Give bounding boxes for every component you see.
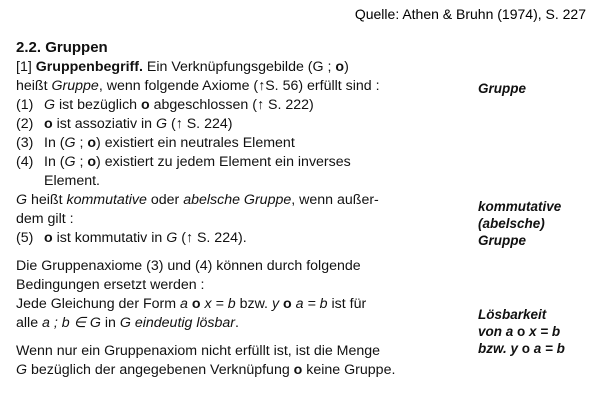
closing-line-2: [16, 361, 466, 380]
text: Jede Gleichung der Form: [16, 296, 181, 312]
text: , wenn folgende Axiome (↑S. 56) erfüllt sind :: [98, 78, 380, 94]
section-number: 2.2.: [16, 39, 42, 56]
term-gruppe: Gruppe: [51, 78, 99, 94]
var: G: [64, 154, 76, 170]
margin-line: Lösbarkeit: [478, 307, 547, 322]
axiom-1: [16, 96, 466, 115]
text: ist bezüglich: [55, 97, 142, 113]
margin-line: Gruppe: [478, 233, 527, 248]
term-abelsche-gruppe: abelsche Gruppe: [183, 192, 292, 208]
alternative-line-2: Bedingungen ersetzt werden :: [16, 277, 205, 293]
alternative-line-1: Die Gruppenaxiome (3) und (4) können durch folgende: [16, 258, 361, 274]
definition-text-end: ): [344, 59, 349, 75]
axiom-2: [16, 115, 466, 134]
text: (↑ S. 224): [167, 116, 233, 132]
commutative-line-1: [16, 191, 466, 210]
text: bzw.: [235, 296, 272, 312]
margin-line: [478, 323, 565, 340]
text: alle: [16, 315, 43, 331]
axiom-5: [16, 229, 466, 248]
margin-note-gruppe: Gruppe: [478, 81, 527, 96]
text: ;: [75, 135, 88, 151]
operator-symbol: o: [141, 97, 150, 113]
axiom-4: [16, 153, 466, 172]
text: In (: [44, 135, 65, 151]
text: von a: [478, 324, 518, 339]
text: ist für: [327, 296, 367, 312]
definition-tag: [1]: [16, 59, 32, 75]
operator-symbol: o: [44, 230, 53, 246]
text: ist assoziativ in: [52, 116, 156, 132]
var: G: [16, 362, 28, 378]
operator-symbol: o: [517, 324, 526, 339]
operator-symbol: o: [87, 154, 97, 170]
term-kommutative: kommutative: [66, 192, 147, 208]
operator-symbol: o: [44, 116, 53, 132]
text: bzw. y: [478, 341, 522, 356]
text: ) existiert zu jedem Element ein inverses: [96, 154, 351, 170]
text: bezüglich der angegebenen Verknüpfung: [27, 362, 294, 378]
closing-line-1: Wenn nur ein Gruppenaxiom nicht erfüllt ist, ist die Menge: [16, 343, 381, 359]
definition-line-2: [16, 77, 466, 96]
text: In (: [44, 154, 65, 170]
margin-note-kommutative: [478, 198, 561, 249]
operator-symbol: o: [87, 135, 97, 151]
definition-line-1: [16, 58, 466, 77]
var: G: [166, 230, 178, 246]
document-body: [16, 38, 466, 380]
commutative-line-2: dem gilt :: [16, 211, 74, 227]
text: ;: [75, 154, 88, 170]
operator-symbol: o: [293, 362, 303, 378]
var: a: [180, 296, 188, 312]
text: in: [100, 315, 120, 331]
term-eindeutig-loesbar: G eindeutig lösbar: [119, 315, 236, 331]
text: abgeschlossen (↑ S. 222): [149, 97, 314, 113]
axiom-number: (3): [16, 135, 34, 151]
axiom-number: (2): [16, 116, 34, 132]
operator-symbol: o: [282, 296, 292, 312]
section-title: Gruppen: [45, 39, 108, 56]
operator-symbol: o: [335, 59, 345, 75]
var: G: [16, 192, 28, 208]
margin-line: (abelsche): [478, 216, 545, 231]
margin-note-loesbarkeit: [478, 306, 565, 357]
text: .: [235, 315, 239, 331]
var: y: [271, 296, 280, 312]
text: x = b: [525, 324, 561, 339]
definition-heading: Gruppenbegriff.: [35, 59, 143, 75]
equation: x = b: [204, 296, 236, 312]
text: , wenn außer-: [291, 192, 379, 208]
axiom-3: [16, 134, 466, 153]
text: ) existiert ein neutrales Element: [96, 135, 295, 151]
operator-symbol: o: [191, 296, 201, 312]
text: ist kommutativ in: [52, 230, 167, 246]
spacer: [16, 248, 466, 257]
var: G: [155, 116, 168, 132]
margin-line: [478, 340, 565, 357]
equation: a ; b ∈ G: [42, 315, 101, 331]
alternative-line-3: [16, 295, 466, 314]
text: (↑ S. 224).: [177, 230, 247, 246]
source-citation: Quelle: Athen & Bruhn (1974), S. 227: [354, 6, 586, 22]
spacer: [16, 333, 466, 342]
axiom-number: (1): [16, 97, 34, 113]
section-heading: [16, 38, 466, 57]
operator-symbol: o: [521, 341, 531, 356]
text: heißt: [16, 78, 52, 94]
axiom-number: (5): [16, 230, 34, 246]
definition-text: Ein Verknüpfungsgebilde (G ;: [146, 59, 336, 75]
alternative-line-4: [16, 314, 466, 333]
axiom-number: (4): [16, 154, 34, 170]
text: oder: [146, 192, 184, 208]
text: a = b: [530, 341, 565, 356]
equation: a = b: [295, 296, 328, 312]
var: G: [64, 135, 76, 151]
var: G: [44, 97, 56, 113]
margin-line: kommutative: [478, 199, 562, 214]
text: keine Gruppe.: [302, 362, 396, 378]
axiom-4-continued: Element.: [44, 173, 100, 189]
text: heißt: [27, 192, 67, 208]
